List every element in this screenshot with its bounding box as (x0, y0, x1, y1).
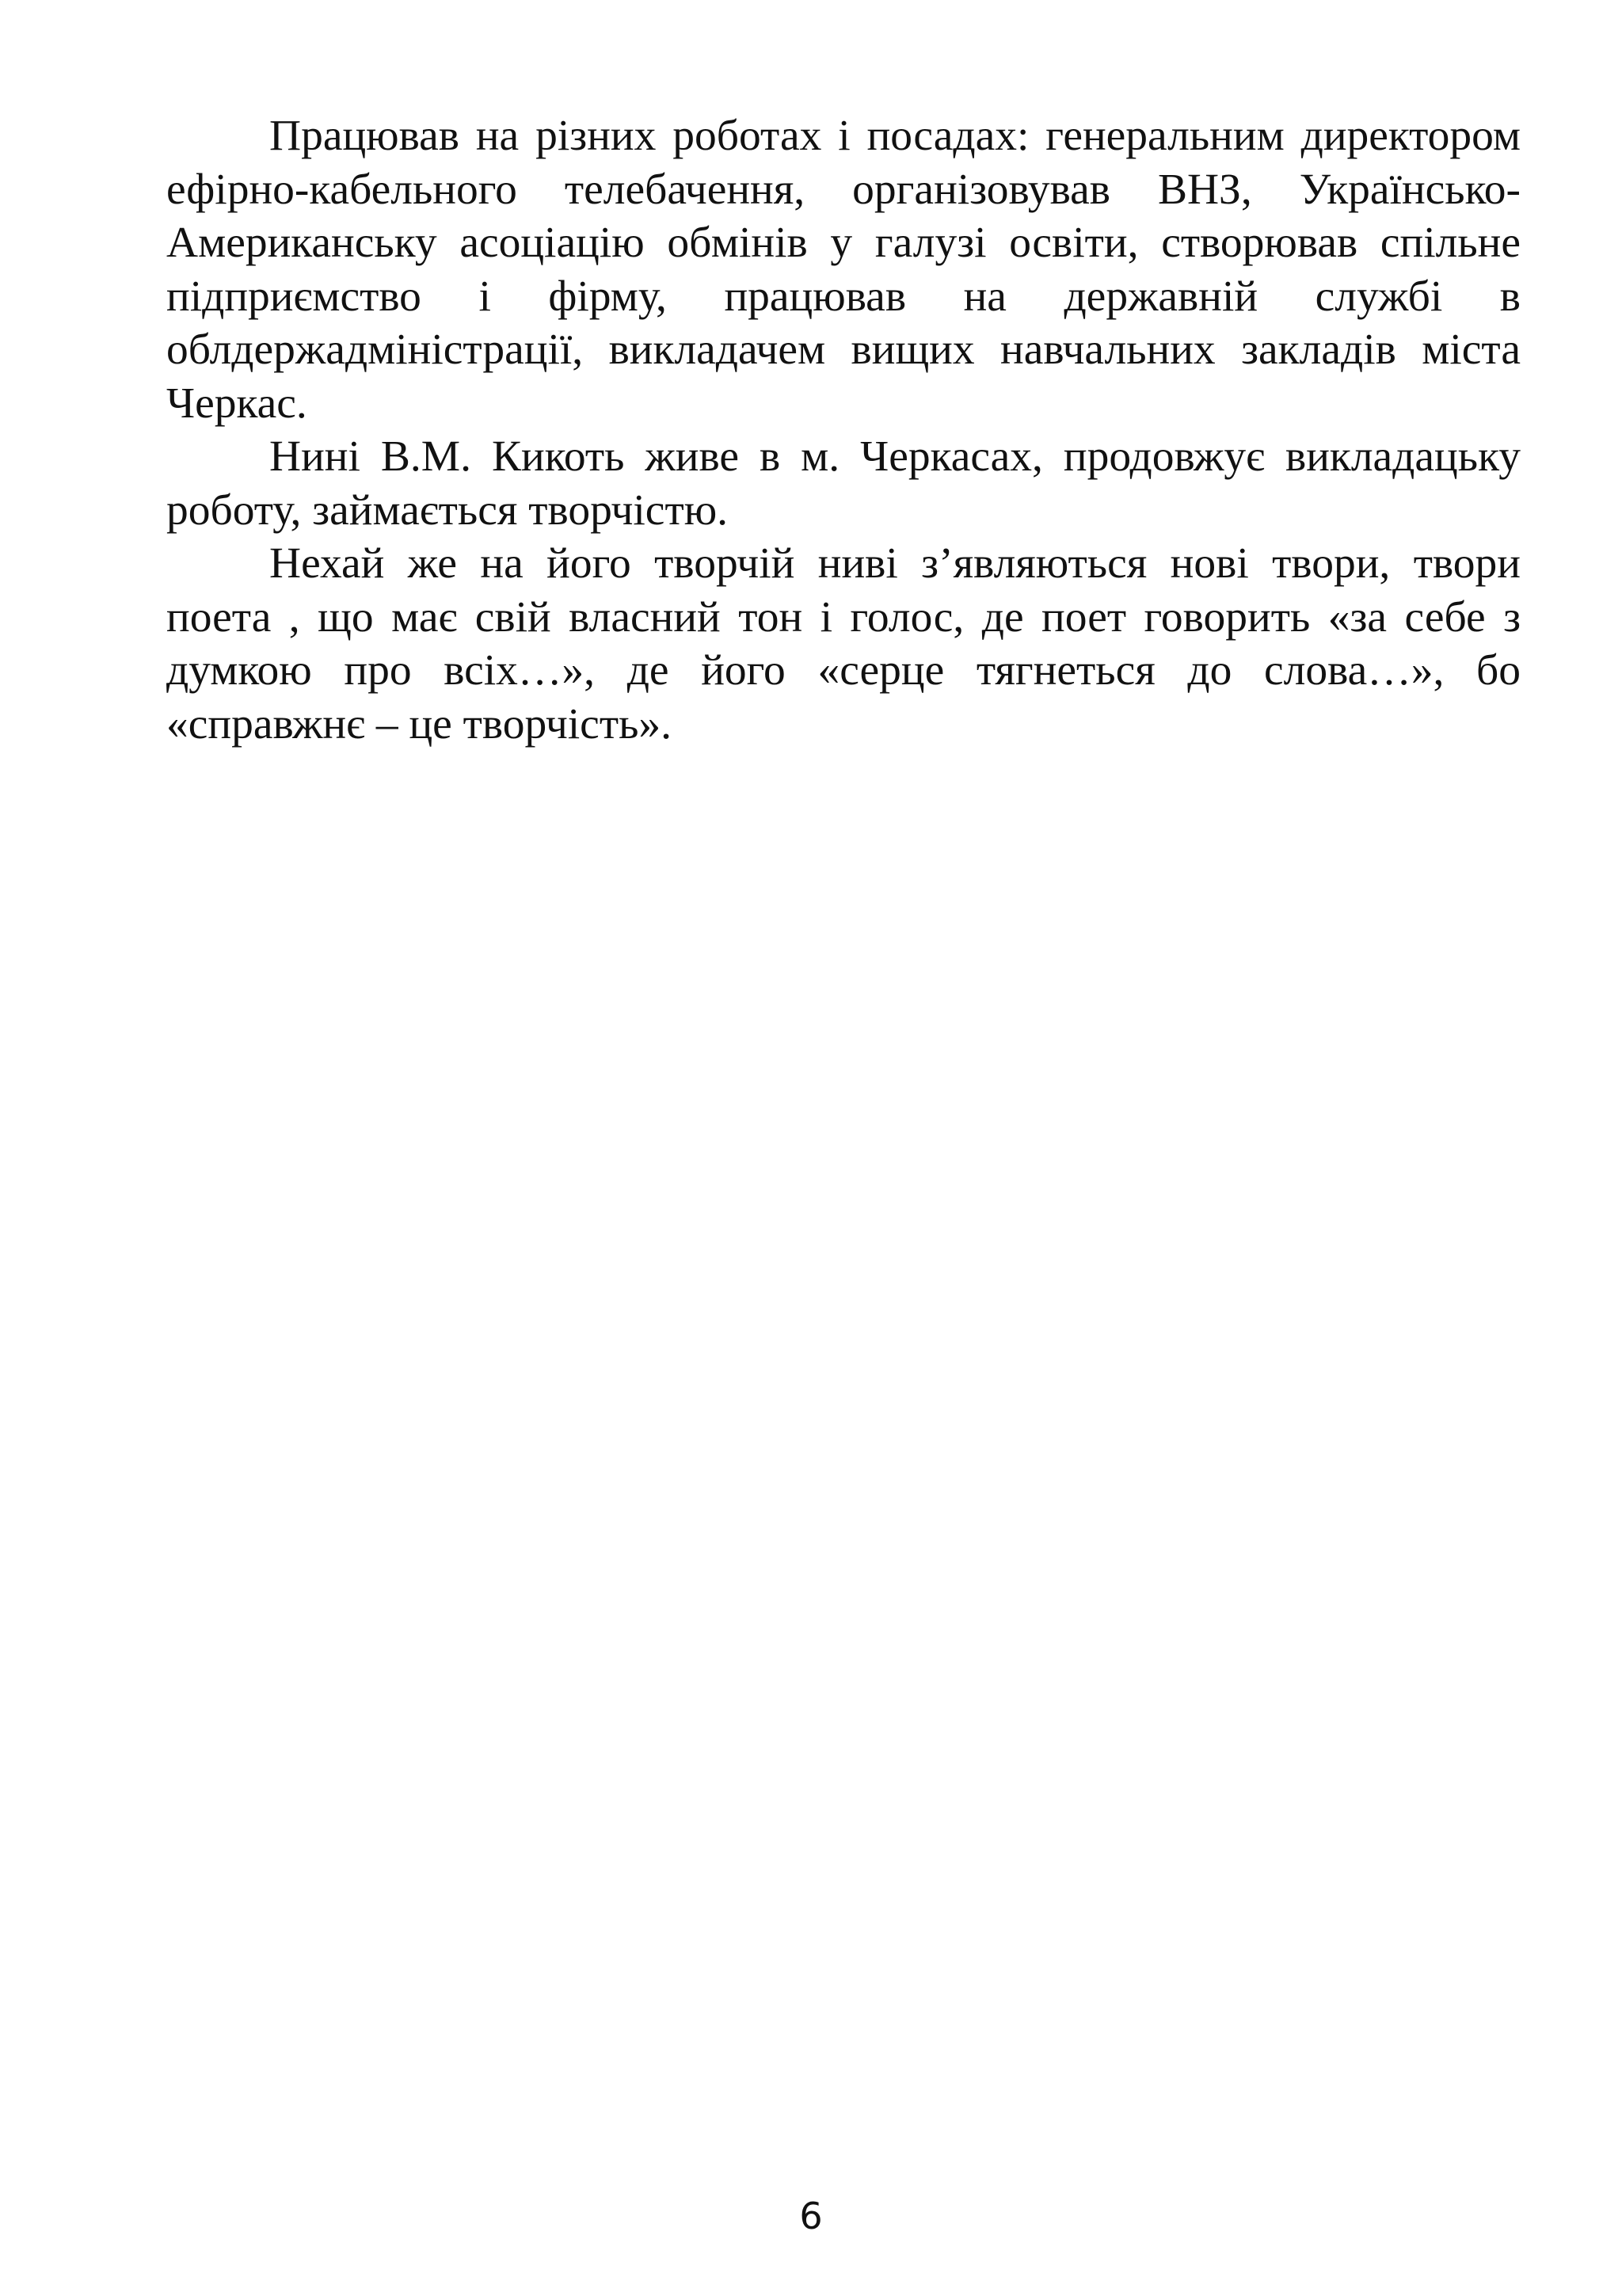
paragraph-career: Працював на різних роботах і посадах: генеральним директором ефірно-кабельного телебачення, організовував ВНЗ, Українсько-Американську асоціацію обмінів у галузі освіти, створював спільне підприємство і фірму, працював на державній службі в облдержадміністрації, викладачем вищих навчальних закладів міста Черкас. (166, 112, 1521, 428)
paragraph-wish: Нехай же на його творчій ниві з’являються нові твори, твори поета , що має свій власний тон і голос, де поет говорить «за себе з думкою про всіх…», де його «серце тягнеться до слова…», бо «справжнє – це творчість». (166, 539, 1521, 748)
paragraph-current-life: Нині В.М. Кикоть живе в м. Черкасах, продовжує викладацьку роботу, займається творчістю. (166, 432, 1521, 535)
document-body (166, 109, 1521, 751)
page-number: 6 (799, 2195, 823, 2237)
